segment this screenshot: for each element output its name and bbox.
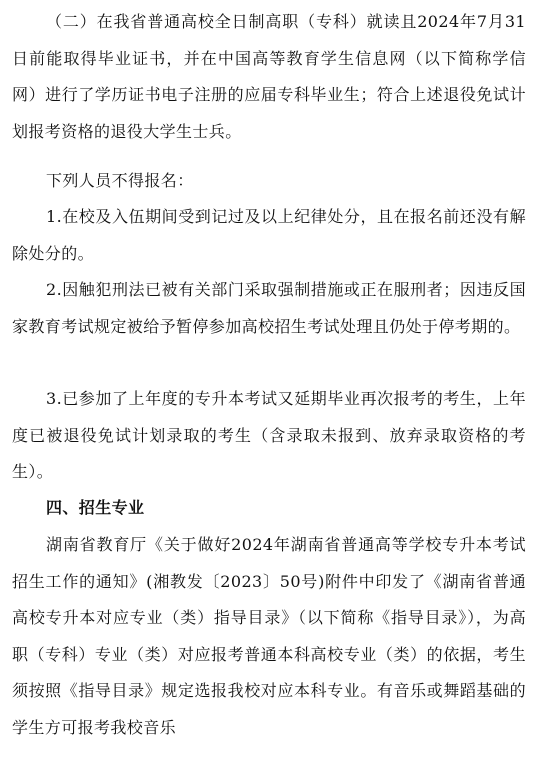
paragraph-exclusion-1: 1.在校及入伍期间受到记过及以上纪律处分，且在报名前还没有解除处分的。: [12, 207, 526, 263]
paragraph-admission-majors: 湖南省教育厅《关于做好2024年湖南省普通高等学校专升本考试招生工作的通知》(湘教发〔2023〕50号)附件中印发了《湖南省普通高校专升本对应专业（类）指导目录》（以下简称《指导目录》），为高职（专科）专业（类）对应报考普通本科高校专业（类）的依据，考生须按照《指导目录》规定选报我校对应本科专业。有音乐或舞蹈基础的学生方可报考我校音乐: [12, 535, 526, 737]
paragraph-exclusion-2: 2.因触犯刑法已被有关部门采取强制措施或正在服刑者；因违反国家教育考试规定被给予暂停参加高校招生考试处理且仍处于停考期的。: [12, 280, 526, 336]
section-heading: 四、招生专业: [46, 498, 145, 517]
paragraph-graduation-eligibility: （二）在我省普通高校全日制高职（专科）就读且2024年7月31日前能取得毕业证书，并在中国高等教育学生信息网（以下简称学信网）进行了学历证书电子注册的应届专科毕业生；符合上述退役免试计划报考资格的退役大学生士兵。: [12, 12, 526, 141]
paragraph-exclusion-intro: 下列人员不得报名：: [46, 171, 194, 190]
paragraph-exclusion-3: 3.已参加了上年度的专升本考试又延期毕业再次报考的考生，上年度已被退役免试计划录取的考生（含录取未报到、放弃录取资格的考生）。: [12, 389, 526, 481]
